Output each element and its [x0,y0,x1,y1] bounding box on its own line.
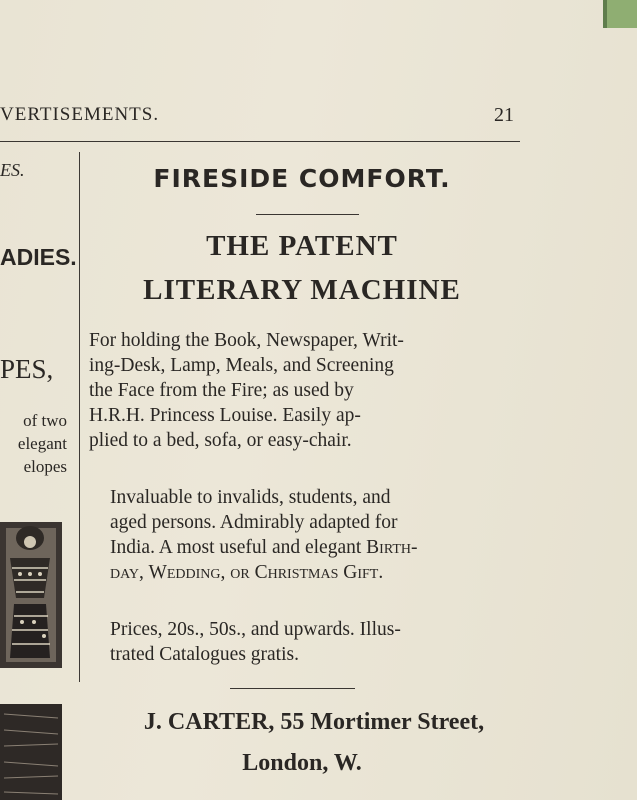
heading-rule [256,214,359,215]
running-header-title: VERTISEMENTS. [0,104,160,125]
prices-line: trated Catalogues gratis. [110,644,299,665]
prices-paragraph [110,617,540,667]
description-line: the Face from the Fire; as used by [89,380,354,401]
description-line: ing-Desk, Lamp, Meals, and Screening [89,355,394,376]
benefits-line: day, Wedding, or Christmas Gift. [110,562,384,583]
advertisement-column [80,150,524,800]
benefits-line: Invaluable to invalids, students, and [110,487,391,508]
benefits-smallcaps: Birth- [366,537,418,558]
description-paragraph [89,328,519,453]
left-fragment-6: elopes [23,457,67,476]
ad-title-line-1: THE PATENT [206,230,398,262]
description-line: plied to a bed, sofa, or easy-chair. [89,430,352,451]
benefits-text: India. A most useful and elegant [110,537,367,558]
description-line: H.R.H. Princess Louise. Easily ap- [89,405,361,426]
left-fragment-3: PES, [0,354,54,384]
left-fragment-5: elegant [17,434,67,453]
prices-line: Prices, 20s., 50s., and upwards. Illus- [110,619,401,640]
left-fragment-4: of two [23,411,67,430]
left-fragment-1: ES. [0,160,25,180]
address-line-1: J. CARTER, 55 Mortimer Street, [143,709,485,735]
engraved-illustration-2 [0,704,68,800]
engraved-illustration [0,508,68,668]
benefits-line: aged persons. Admirably adapted for [110,512,398,533]
ad-heading: FIRESIDE COMFORT. [153,164,451,193]
ad-title-line-2: LITERARY MACHINE [143,274,461,306]
address-line-2: London, W. [242,750,362,776]
benefits-paragraph [110,485,520,585]
book-cover-edge [603,0,637,28]
left-column-fragment [0,0,79,800]
description-line: For holding the Book, Newspaper, Writ- [89,330,404,351]
benefits-line [110,535,520,560]
left-fragment-2: ADIES. [0,244,77,270]
address-rule [230,688,355,689]
page-number: 21 [494,104,514,126]
